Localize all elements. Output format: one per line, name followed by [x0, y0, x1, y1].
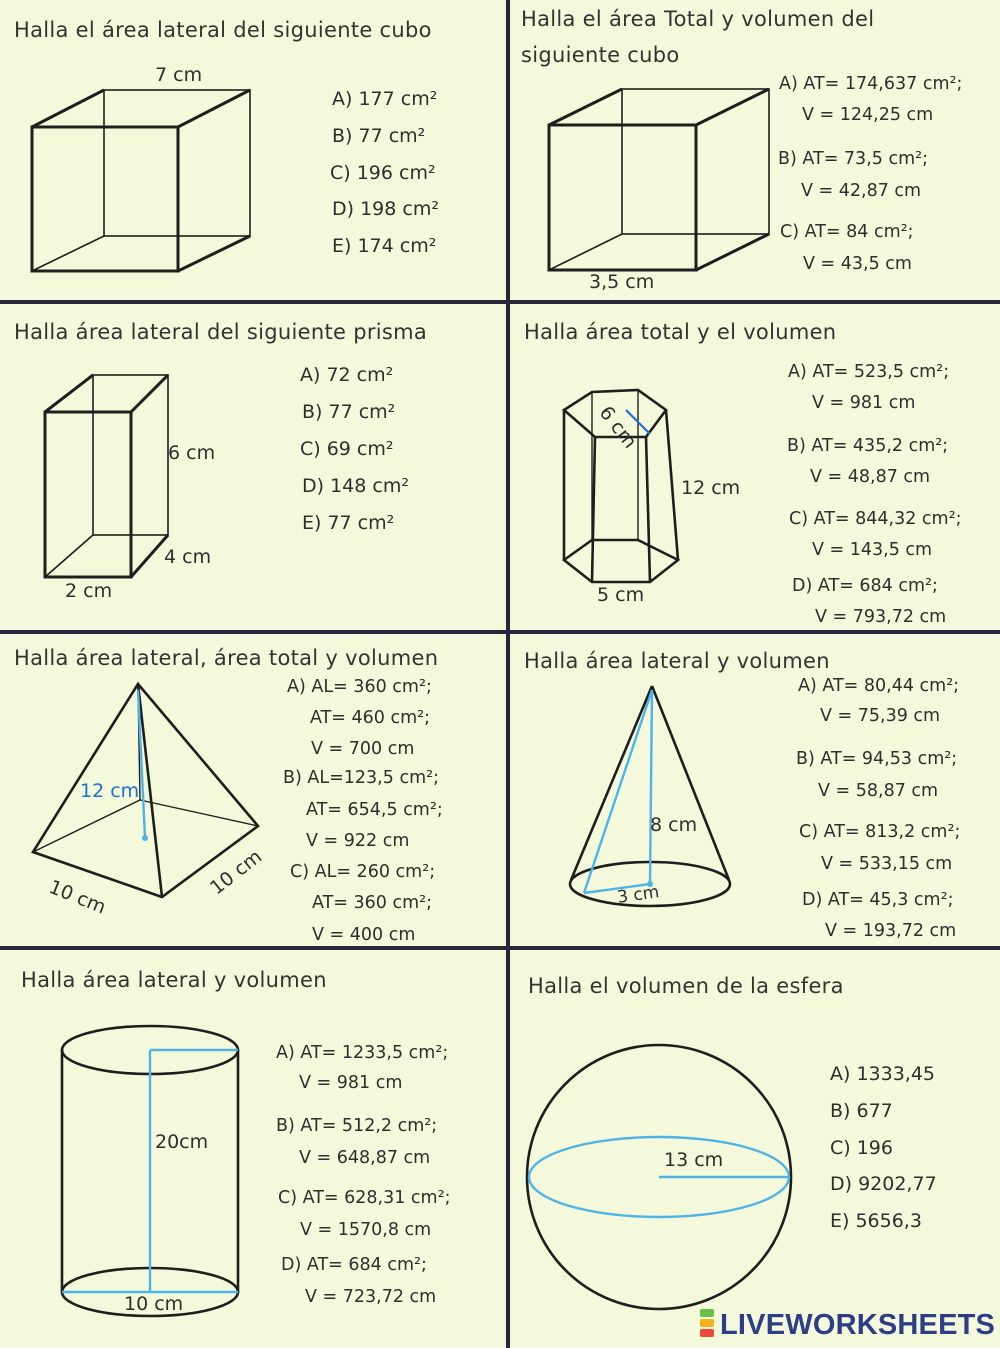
option-c[interactable]: C) 196: [830, 1137, 893, 1159]
panel-title: Halla el volumen de la esfera: [528, 974, 844, 998]
option-b-volume[interactable]: V = 922 cm: [306, 831, 410, 851]
option-a-volume[interactable]: V = 124,25 cm: [802, 105, 934, 125]
option-c-volume[interactable]: V = 43,5 cm: [803, 254, 912, 274]
cube-edge-label: 7 cm: [155, 64, 203, 86]
option-d[interactable]: D) 148 cm²: [302, 475, 409, 497]
option-b-volume[interactable]: V = 48,87 cm: [810, 467, 931, 487]
option-b-area[interactable]: B) AT= 73,5 cm²;: [778, 149, 929, 169]
option-b[interactable]: B) 677: [830, 1100, 893, 1122]
option-a-volume[interactable]: V = 981 cm: [812, 393, 916, 413]
option-b-volume[interactable]: V = 42,87 cm: [801, 181, 922, 201]
option-a-volume[interactable]: V = 75,39 cm: [820, 706, 941, 726]
option-b-area[interactable]: B) AT= 94,53 cm²;: [796, 749, 958, 769]
prism-depth-label: 4 cm: [164, 546, 212, 568]
option-c-lateral[interactable]: C) AL= 260 cm²;: [290, 862, 436, 882]
panel-title: Halla área lateral y volumen: [21, 968, 327, 992]
option-b[interactable]: B) 77 cm²: [302, 401, 396, 423]
liveworksheets-logo[interactable]: [700, 1309, 995, 1342]
option-b-volume[interactable]: V = 648,87 cm: [299, 1148, 431, 1168]
sphere-radius-label: 13 cm: [664, 1149, 724, 1171]
option-e[interactable]: E) 5656,3: [830, 1210, 922, 1232]
option-d-volume[interactable]: V = 723,72 cm: [305, 1287, 437, 1307]
option-c[interactable]: C) 196 cm²: [330, 162, 436, 184]
cylinder-height-label: 20cm: [155, 1131, 209, 1153]
option-a-lateral[interactable]: A) AL= 360 cm²;: [287, 677, 432, 697]
option-a-area[interactable]: A) AT= 523,5 cm²;: [788, 362, 950, 382]
option-a[interactable]: A) 177 cm²: [332, 88, 438, 110]
panel-title-line2: siguiente cubo: [521, 43, 680, 67]
hexagon-height-label: 12 cm: [681, 477, 741, 499]
cone-height-label: 8 cm: [650, 814, 698, 836]
prism-width-label: 2 cm: [65, 580, 113, 602]
option-c-area[interactable]: C) AT= 84 cm²;: [780, 222, 914, 242]
option-d[interactable]: D) 198 cm²: [332, 198, 439, 220]
panel-title: Halla área total y el volumen: [524, 320, 837, 344]
option-e[interactable]: E) 77 cm²: [302, 512, 395, 534]
option-b[interactable]: B) 77 cm²: [332, 125, 426, 147]
option-c-area[interactable]: C) AT= 813,2 cm²;: [799, 822, 961, 842]
option-a-volume[interactable]: V = 981 cm: [299, 1073, 403, 1093]
option-c-area[interactable]: C) AT= 844,32 cm²;: [789, 509, 962, 529]
option-b-area[interactable]: B) AT= 512,2 cm²;: [276, 1116, 438, 1136]
cone-radius-label: 3 cm: [616, 882, 661, 908]
panel-title-line1: Halla el área Total y volumen del: [521, 7, 875, 31]
option-a[interactable]: A) 1333,45: [830, 1063, 936, 1085]
option-b-area[interactable]: B) AT= 435,2 cm²;: [787, 436, 949, 456]
option-d-area[interactable]: D) AT= 45,3 cm²;: [802, 890, 954, 910]
option-c-total[interactable]: AT= 360 cm²;: [312, 893, 433, 913]
option-b-lateral[interactable]: B) AL=123,5 cm²;: [283, 768, 440, 788]
option-a-area[interactable]: A) AT= 1233,5 cm²;: [276, 1043, 449, 1063]
cylinder-diameter-label: 10 cm: [124, 1293, 184, 1315]
panel-title: Halla área lateral, área total y volumen: [14, 646, 439, 670]
option-a[interactable]: A) 72 cm²: [300, 364, 394, 386]
option-c-volume[interactable]: V = 1570,8 cm: [300, 1220, 432, 1240]
option-d-volume[interactable]: V = 793,72 cm: [815, 607, 947, 627]
hexagon-base-label: 5 cm: [597, 584, 645, 606]
option-c[interactable]: C) 69 cm²: [300, 438, 394, 460]
logo-mark-icon: [700, 1309, 716, 1337]
option-a-area[interactable]: A) AT= 80,44 cm²;: [798, 676, 960, 696]
option-a-total[interactable]: AT= 460 cm²;: [310, 708, 431, 728]
hexagon-side-label: 6 cm: [594, 402, 641, 453]
logo-text: LIVEWORKSHEETS: [720, 1309, 996, 1341]
panel-title: Halla área lateral y volumen: [524, 649, 830, 673]
pyramid-base-left-label: 10 cm: [45, 876, 109, 919]
panel-title: Halla el área lateral del siguiente cubo: [14, 18, 432, 42]
option-b-volume[interactable]: V = 58,87 cm: [818, 781, 939, 801]
panel-title: Halla área lateral del siguiente prisma: [14, 320, 428, 344]
option-e[interactable]: E) 174 cm²: [332, 235, 437, 257]
pyramid-height-label: 12 cm: [80, 780, 140, 802]
option-a-volume[interactable]: V = 700 cm: [311, 739, 415, 759]
option-d-volume[interactable]: V = 193,72 cm: [825, 921, 957, 941]
option-d-area[interactable]: D) AT= 684 cm²;: [792, 576, 938, 596]
option-d[interactable]: D) 9202,77: [830, 1173, 937, 1195]
pyramid-base-right-label: 10 cm: [206, 845, 267, 900]
option-d-area[interactable]: D) AT= 684 cm²;: [281, 1255, 427, 1275]
prism-height-label: 6 cm: [168, 442, 216, 464]
cube-edge-label: 3,5 cm: [589, 271, 655, 293]
option-c-area[interactable]: C) AT= 628,31 cm²;: [278, 1188, 451, 1208]
option-c-volume[interactable]: V = 400 cm: [312, 925, 416, 945]
option-b-total[interactable]: AT= 654,5 cm²;: [306, 800, 443, 820]
option-c-volume[interactable]: V = 533,15 cm: [821, 854, 953, 874]
option-c-volume[interactable]: V = 143,5 cm: [812, 540, 933, 560]
option-a-area[interactable]: A) AT= 174,637 cm²;: [779, 74, 963, 94]
